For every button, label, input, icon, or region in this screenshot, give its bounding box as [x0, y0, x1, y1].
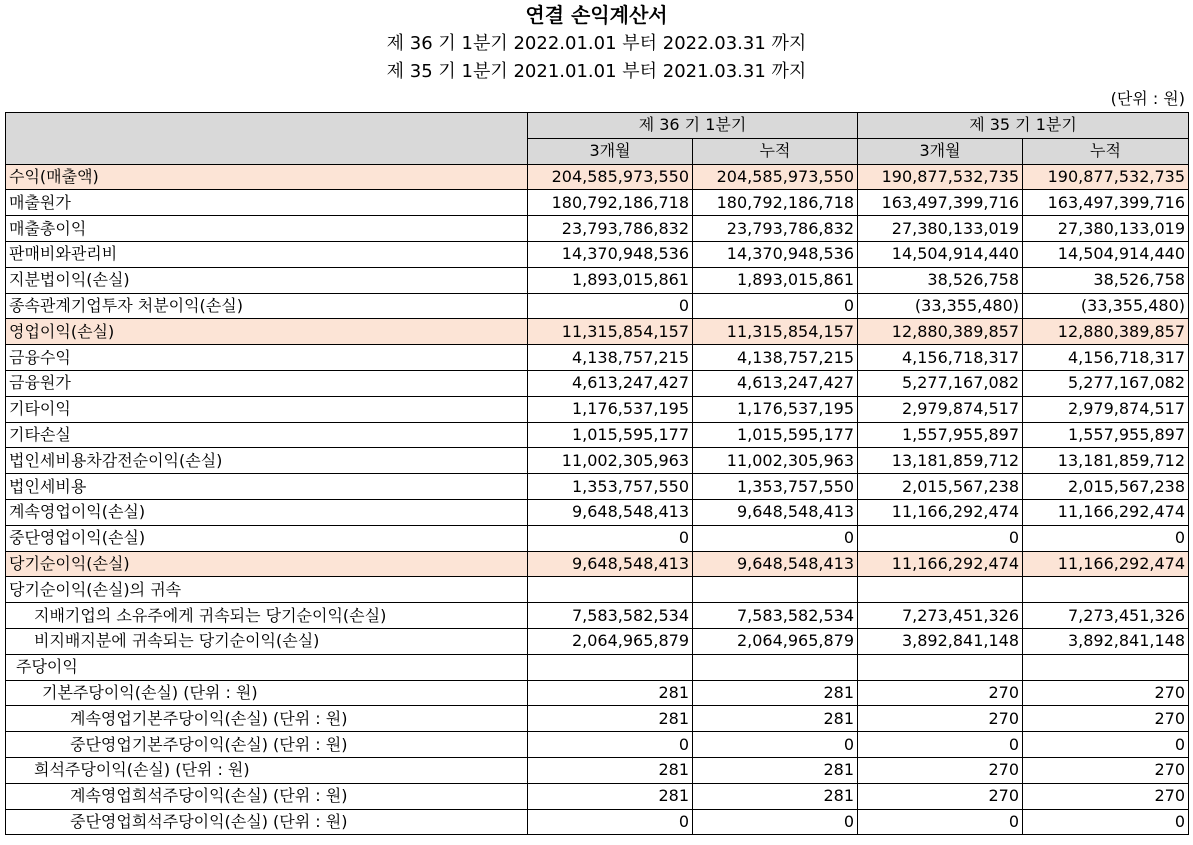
row-value: 13,181,859,712 — [1023, 448, 1189, 474]
row-value: 0 — [1023, 809, 1189, 835]
row-value: 4,156,718,317 — [858, 345, 1023, 371]
row-label: 법인세비용 — [6, 474, 528, 500]
row-value: 2,979,874,517 — [1023, 396, 1189, 422]
row-value: 11,166,292,474 — [858, 551, 1023, 577]
table-row — [6, 293, 1189, 319]
row-value: 180,792,186,718 — [693, 190, 858, 216]
row-value: 9,648,548,413 — [528, 551, 693, 577]
header-blank — [6, 113, 528, 165]
row-label: 매출원가 — [6, 190, 528, 216]
row-value: 190,877,532,735 — [858, 164, 1023, 190]
row-value: 270 — [858, 757, 1023, 783]
row-value: 9,648,548,413 — [528, 499, 693, 525]
row-value: 11,166,292,474 — [1023, 551, 1189, 577]
row-value: 7,583,582,534 — [693, 603, 858, 629]
row-value: 11,002,305,963 — [693, 448, 858, 474]
row-value: 0 — [528, 809, 693, 835]
row-value: 1,893,015,861 — [693, 267, 858, 293]
row-value: 163,497,399,716 — [1023, 190, 1189, 216]
header-current-period: 제 36 기 1분기 — [528, 113, 858, 139]
table-row — [6, 680, 1189, 706]
row-value: 281 — [693, 757, 858, 783]
table-row — [6, 628, 1189, 654]
row-label: 계속영업이익(손실) — [6, 499, 528, 525]
row-label: 중단영업기본주당이익(손실) (단위 : 원) — [6, 732, 528, 758]
table-row — [6, 190, 1189, 216]
row-value: 4,613,247,427 — [693, 370, 858, 396]
row-value: 281 — [693, 680, 858, 706]
row-value — [528, 577, 693, 603]
row-value: 1,353,757,550 — [528, 474, 693, 500]
row-value — [1023, 654, 1189, 680]
row-value: 3,892,841,148 — [858, 628, 1023, 654]
row-value: 5,277,167,082 — [1023, 370, 1189, 396]
statement-header — [0, 0, 1193, 86]
row-value: 11,166,292,474 — [858, 499, 1023, 525]
row-value: 2,979,874,517 — [858, 396, 1023, 422]
row-value: 163,497,399,716 — [858, 190, 1023, 216]
row-label: 금융원가 — [6, 370, 528, 396]
row-label: 매출총이익 — [6, 216, 528, 242]
row-value: 0 — [693, 293, 858, 319]
row-value: 270 — [1023, 757, 1189, 783]
table-row — [6, 603, 1189, 629]
row-value: 9,648,548,413 — [693, 551, 858, 577]
row-value: 4,138,757,215 — [528, 345, 693, 371]
row-value: (33,355,480) — [858, 293, 1023, 319]
row-label: 법인세비용차감전순이익(손실) — [6, 448, 528, 474]
period-current: 제 36 기 1분기 2022.01.01 부터 2022.03.31 까지 — [386, 33, 807, 54]
row-value: 27,380,133,019 — [1023, 216, 1189, 242]
row-value: 270 — [1023, 783, 1189, 809]
row-label: 중단영업이익(손실) — [6, 525, 528, 551]
table-row — [6, 241, 1189, 267]
row-label: 주당이익 — [6, 654, 528, 680]
row-value: 4,613,247,427 — [528, 370, 693, 396]
row-value: 1,893,015,861 — [528, 267, 693, 293]
row-label: 비지배지분에 귀속되는 당기순이익(손실) — [6, 628, 528, 654]
row-value: 13,181,859,712 — [858, 448, 1023, 474]
table-row — [6, 654, 1189, 680]
table-row — [6, 396, 1189, 422]
row-value: 3,892,841,148 — [1023, 628, 1189, 654]
row-value: 11,166,292,474 — [1023, 499, 1189, 525]
row-value: 270 — [1023, 706, 1189, 732]
row-value: 1,557,955,897 — [858, 422, 1023, 448]
row-value: 14,370,948,536 — [528, 241, 693, 267]
row-value: 180,792,186,718 — [528, 190, 693, 216]
table-row — [6, 499, 1189, 525]
row-value: 11,315,854,157 — [693, 319, 858, 345]
row-value: 7,273,451,326 — [858, 603, 1023, 629]
row-value — [858, 577, 1023, 603]
row-value: 270 — [858, 680, 1023, 706]
row-value: 270 — [1023, 680, 1189, 706]
row-value: 23,793,786,832 — [528, 216, 693, 242]
row-value: 0 — [693, 732, 858, 758]
row-value — [1023, 577, 1189, 603]
header-current-cum: 누적 — [693, 138, 858, 164]
row-label: 수익(매출액) — [6, 164, 528, 190]
row-label: 기타이익 — [6, 396, 528, 422]
statement-title: 연결 손익계산서 — [525, 3, 668, 27]
row-value: 9,648,548,413 — [693, 499, 858, 525]
row-value: 281 — [693, 706, 858, 732]
row-value: 2,064,965,879 — [528, 628, 693, 654]
row-label: 금융수익 — [6, 345, 528, 371]
row-value: 0 — [528, 525, 693, 551]
row-value: 0 — [858, 525, 1023, 551]
table-row — [6, 345, 1189, 371]
row-value: 190,877,532,735 — [1023, 164, 1189, 190]
row-value: 11,002,305,963 — [528, 448, 693, 474]
table-row — [6, 577, 1189, 603]
row-value: 12,880,389,857 — [1023, 319, 1189, 345]
table-row — [6, 474, 1189, 500]
row-value: 1,015,595,177 — [528, 422, 693, 448]
table-row — [6, 164, 1189, 190]
row-label: 계속영업희석주당이익(손실) (단위 : 원) — [6, 783, 528, 809]
table-row — [6, 370, 1189, 396]
row-label: 희석주당이익(손실) (단위 : 원) — [6, 757, 528, 783]
row-value: 27,380,133,019 — [858, 216, 1023, 242]
row-label: 지분법이익(손실) — [6, 267, 528, 293]
header-current-3m: 3개월 — [528, 138, 693, 164]
row-label: 중단영업희석주당이익(손실) (단위 : 원) — [6, 809, 528, 835]
period-prior: 제 35 기 1분기 2021.01.01 부터 2021.03.31 까지 — [386, 61, 807, 82]
table-row — [6, 422, 1189, 448]
row-value: 2,015,567,238 — [858, 474, 1023, 500]
row-value: 14,370,948,536 — [693, 241, 858, 267]
row-value: 0 — [693, 809, 858, 835]
table-row — [6, 757, 1189, 783]
row-value: 1,557,955,897 — [1023, 422, 1189, 448]
row-value: 204,585,973,550 — [693, 164, 858, 190]
row-label: 종속관계기업투자 처분이익(손실) — [6, 293, 528, 319]
table-row — [6, 216, 1189, 242]
row-label: 기본주당이익(손실) (단위 : 원) — [6, 680, 528, 706]
row-value: 0 — [858, 732, 1023, 758]
row-value: 281 — [528, 680, 693, 706]
row-value: 38,526,758 — [858, 267, 1023, 293]
row-label: 당기순이익(손실) — [6, 551, 528, 577]
table-row — [6, 706, 1189, 732]
row-value: 0 — [693, 525, 858, 551]
row-value: 1,176,537,195 — [528, 396, 693, 422]
table-row — [6, 551, 1189, 577]
table-row — [6, 732, 1189, 758]
row-value: 281 — [693, 783, 858, 809]
row-value: 14,504,914,440 — [858, 241, 1023, 267]
row-value: 23,793,786,832 — [693, 216, 858, 242]
row-value: 204,585,973,550 — [528, 164, 693, 190]
row-value: 2,015,567,238 — [1023, 474, 1189, 500]
row-label: 영업이익(손실) — [6, 319, 528, 345]
row-value: 1,015,595,177 — [693, 422, 858, 448]
row-value: 0 — [858, 809, 1023, 835]
row-label: 당기순이익(손실)의 귀속 — [6, 577, 528, 603]
row-label: 지배기업의 소유주에게 귀속되는 당기순이익(손실) — [6, 603, 528, 629]
table-row — [6, 809, 1189, 835]
table-row — [6, 525, 1189, 551]
row-label: 계속영업기본주당이익(손실) (단위 : 원) — [6, 706, 528, 732]
row-value: 0 — [1023, 732, 1189, 758]
table-row — [6, 319, 1189, 345]
header-prior-3m: 3개월 — [858, 138, 1023, 164]
row-label: 기타손실 — [6, 422, 528, 448]
row-value: 14,504,914,440 — [1023, 241, 1189, 267]
row-value: (33,355,480) — [1023, 293, 1189, 319]
row-value: 281 — [528, 783, 693, 809]
row-label: 판매비와관리비 — [6, 241, 528, 267]
income-statement-table — [5, 112, 1189, 835]
row-value: 7,583,582,534 — [528, 603, 693, 629]
row-value: 5,277,167,082 — [858, 370, 1023, 396]
row-value: 12,880,389,857 — [858, 319, 1023, 345]
row-value: 281 — [528, 757, 693, 783]
row-value: 281 — [528, 706, 693, 732]
header-prior-period: 제 35 기 1분기 — [858, 113, 1189, 139]
row-value — [858, 654, 1023, 680]
row-value: 1,353,757,550 — [693, 474, 858, 500]
row-value — [693, 577, 858, 603]
row-value: 0 — [528, 732, 693, 758]
row-value: 0 — [528, 293, 693, 319]
row-value: 4,156,718,317 — [1023, 345, 1189, 371]
unit-label: (단위 : 원) — [1110, 89, 1185, 108]
row-value: 7,273,451,326 — [1023, 603, 1189, 629]
row-value — [693, 654, 858, 680]
row-value: 1,176,537,195 — [693, 396, 858, 422]
row-value: 11,315,854,157 — [528, 319, 693, 345]
row-value: 4,138,757,215 — [693, 345, 858, 371]
header-row-periods — [6, 113, 1189, 139]
row-value: 38,526,758 — [1023, 267, 1189, 293]
row-value: 270 — [858, 706, 1023, 732]
table-row — [6, 448, 1189, 474]
table-row — [6, 267, 1189, 293]
row-value: 2,064,965,879 — [693, 628, 858, 654]
header-prior-cum: 누적 — [1023, 138, 1189, 164]
row-value: 0 — [1023, 525, 1189, 551]
row-value — [528, 654, 693, 680]
table-row — [6, 783, 1189, 809]
row-value: 270 — [858, 783, 1023, 809]
